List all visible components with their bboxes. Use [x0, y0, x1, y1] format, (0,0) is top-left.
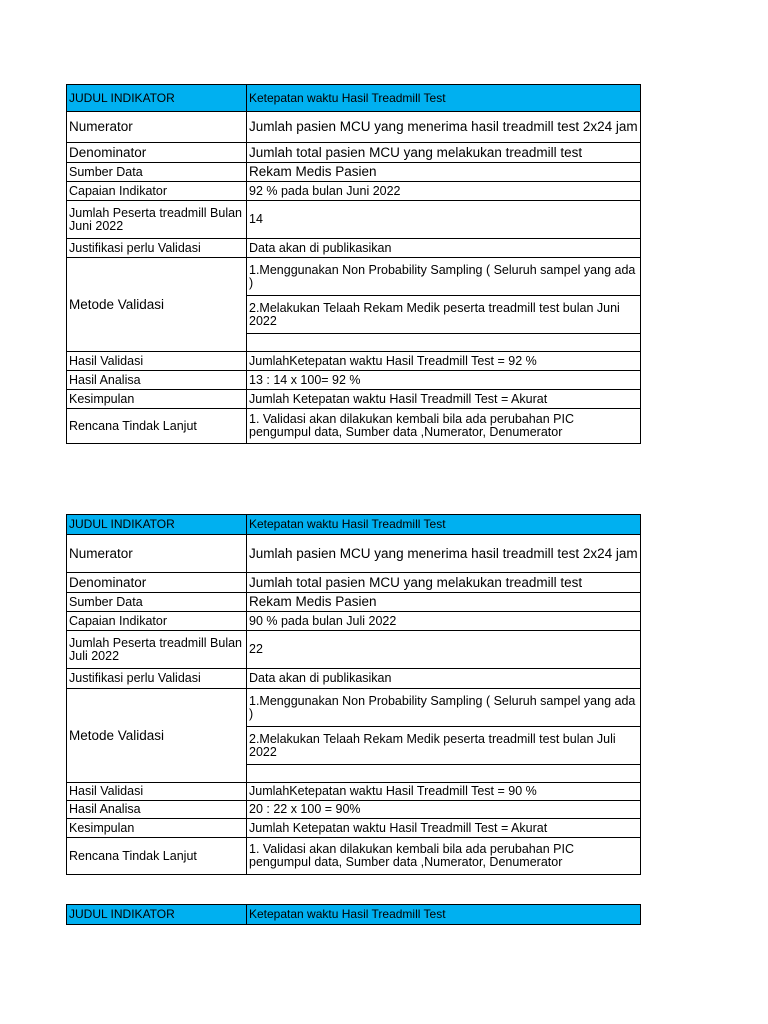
row-label: Jumlah Peserta treadmill Bulan Juni 2022 — [67, 201, 247, 239]
table-row — [67, 689, 641, 727]
row-value: Jumlah pasien MCU yang menerima hasil treadmill test 2x24 jam — [247, 112, 641, 143]
table-row — [67, 573, 641, 593]
table-row — [67, 801, 641, 819]
row-value: Jumlah total pasien MCU yang melakukan treadmill test — [247, 143, 641, 163]
row-value: Rekam Medis Pasien — [247, 593, 641, 612]
table-row — [67, 669, 641, 689]
table-row — [67, 631, 641, 669]
empty-cell — [247, 334, 641, 352]
row-value: 2.Melakukan Telaah Rekam Medik peserta treadmill test bulan Juli 2022 — [247, 727, 641, 765]
row-value: Rekam Medis Pasien — [247, 163, 641, 182]
row-label: Denominator — [67, 143, 247, 163]
row-value: 1.Menggunakan Non Probability Sampling ( Seluruh sampel yang ada ) — [247, 258, 641, 296]
table-row — [67, 593, 641, 612]
header-value: Ketepatan waktu Hasil Treadmill Test — [247, 85, 641, 112]
row-value: Jumlah pasien MCU yang menerima hasil treadmill test 2x24 jam — [247, 535, 641, 573]
row-label: Hasil Validasi — [67, 783, 247, 801]
row-label: Numerator — [67, 112, 247, 143]
row-value: JumlahKetepatan waktu Hasil Treadmill Test = 90 % — [247, 783, 641, 801]
row-label: Hasil Analisa — [67, 371, 247, 390]
row-value: 13 : 14 x 100= 92 % — [247, 371, 641, 390]
table-row — [67, 390, 641, 409]
header-value: Ketepatan waktu Hasil Treadmill Test — [247, 515, 641, 535]
table-row — [67, 239, 641, 258]
row-label: Rencana Tindak Lanjut — [67, 409, 247, 444]
row-label: Denominator — [67, 573, 247, 593]
row-label: Metode Validasi — [67, 258, 247, 352]
row-label: Numerator — [67, 535, 247, 573]
row-label: Rencana Tindak Lanjut — [67, 838, 247, 875]
row-label: Hasil Analisa — [67, 801, 247, 819]
empty-cell — [247, 765, 641, 783]
table-row — [67, 112, 641, 143]
row-value: 2.Melakukan Telaah Rekam Medik peserta treadmill test bulan Juni 2022 — [247, 296, 641, 334]
row-label: Justifikasi perlu Validasi — [67, 239, 247, 258]
indicator-table-2 — [66, 514, 641, 875]
row-label: Justifikasi perlu Validasi — [67, 669, 247, 689]
header-label: JUDUL INDIKATOR — [67, 905, 247, 925]
table-row — [67, 409, 641, 444]
table-row — [67, 535, 641, 573]
row-value: Data akan di publikasikan — [247, 239, 641, 258]
header-row — [67, 905, 641, 925]
header-value: Ketepatan waktu Hasil Treadmill Test — [247, 905, 641, 925]
row-value: 20 : 22 x 100 = 90% — [247, 801, 641, 819]
table-row — [67, 612, 641, 631]
row-label: Capaian Indikator — [67, 182, 247, 201]
table-row — [67, 201, 641, 239]
row-value: 92 % pada bulan Juni 2022 — [247, 182, 641, 201]
header-label: JUDUL INDIKATOR — [67, 515, 247, 535]
table-row — [67, 819, 641, 838]
row-value: 1. Validasi akan dilakukan kembali bila ada perubahan PIC pengumpul data, Sumber data ,Numerator, Denumerator — [247, 838, 641, 875]
table-row — [67, 838, 641, 875]
row-value: Jumlah Ketepatan waktu Hasil Treadmill Test = Akurat — [247, 819, 641, 838]
row-value: 22 — [247, 631, 641, 669]
row-value: Jumlah Ketepatan waktu Hasil Treadmill Test = Akurat — [247, 390, 641, 409]
row-value: JumlahKetepatan waktu Hasil Treadmill Test = 92 % — [247, 352, 641, 371]
row-label: Metode Validasi — [67, 689, 247, 783]
row-value: 90 % pada bulan Juli 2022 — [247, 612, 641, 631]
row-label: Capaian Indikator — [67, 612, 247, 631]
table-row — [67, 352, 641, 371]
header-label: JUDUL INDIKATOR — [67, 85, 247, 112]
row-value: Jumlah total pasien MCU yang melakukan treadmill test — [247, 573, 641, 593]
row-value: 14 — [247, 201, 641, 239]
table-row — [67, 143, 641, 163]
table-row — [67, 182, 641, 201]
header-row — [67, 515, 641, 535]
row-label: Jumlah Peserta treadmill Bulan Juli 2022 — [67, 631, 247, 669]
row-value: Data akan di publikasikan — [247, 669, 641, 689]
row-label: Sumber Data — [67, 163, 247, 182]
indicator-table-1 — [66, 84, 641, 444]
row-value: 1. Validasi akan dilakukan kembali bila ada perubahan PIC pengumpul data, Sumber data ,Numerator, Denumerator — [247, 409, 641, 444]
table-row — [67, 371, 641, 390]
row-label: Kesimpulan — [67, 390, 247, 409]
indicator-table-3 — [66, 904, 641, 925]
table-row — [67, 258, 641, 296]
row-label: Sumber Data — [67, 593, 247, 612]
row-label: Hasil Validasi — [67, 352, 247, 371]
row-label: Kesimpulan — [67, 819, 247, 838]
header-row — [67, 85, 641, 112]
table-row — [67, 783, 641, 801]
row-value: 1.Menggunakan Non Probability Sampling ( Seluruh sampel yang ada ) — [247, 689, 641, 727]
table-row — [67, 163, 641, 182]
